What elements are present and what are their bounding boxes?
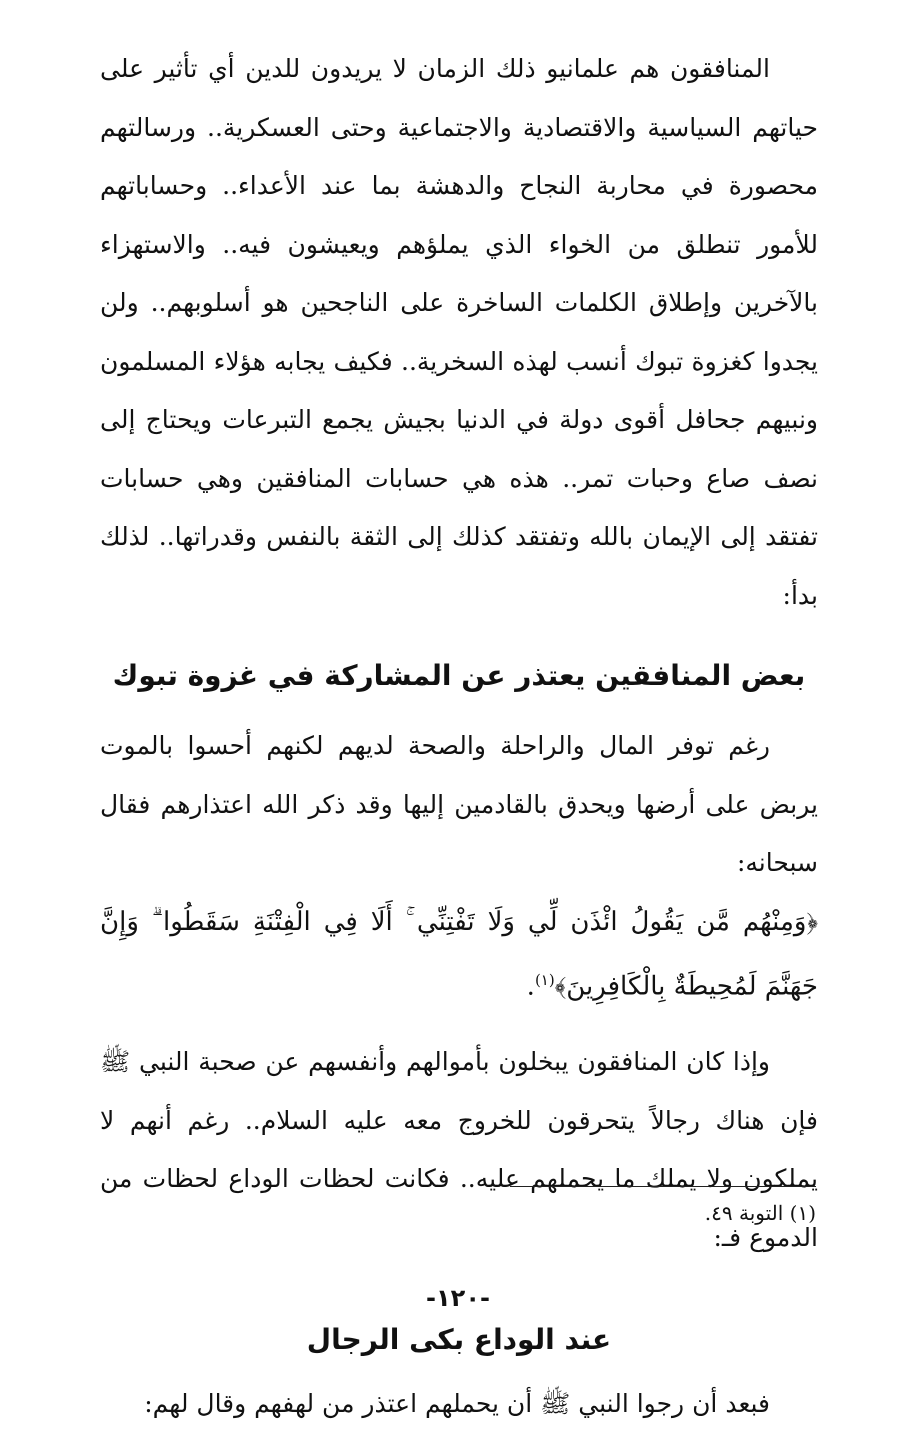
- quran-verse-text: ﴿وَمِنْهُم مَّن يَقُولُ ائْذَن لِّي وَلَا تَفْتِنِّي ۚ أَلَا فِي الْفِتْنَةِ سَقَطُوا ۗ وَإِنَّ جَهَنَّمَ لَمُحِيطَةٌ بِالْكَافِرِينَ﴾: [100, 906, 818, 1002]
- section1-paragraph-2: وإذا كان المنافقون يبخلون بأموالهم وأنفسهم عن صحبة النبي ﷺ فإن هناك رجالاً يتحرقون للخروج معه عليه السلام.. رغم أنهم لا يملكون ولا يملك ما يحملهم عليه.. فكانت لحظات الوداع لحظات من الدموع فـ:: [100, 1047, 818, 1252]
- intro-paragraph: المنافقون هم علمانيو ذلك الزمان لا يريدون للدين أي تأثير على حياتهم السياسية والاقتصادية والاجتماعية وحتى العسكرية.. ورسالتهم محصورة في محاربة النجاح والدهشة بما عند الأعداء.. وحساباتهم للأمور تنطلق من الخواء الذي يملؤهم ويعيشون فيه.. والاستهزاء بالآخرين وإطلاق الكلمات الساخرة على الناجحين هو أسلوبهم.. ولن يجدوا كغزوة تبوك أنسب لهذه السخرية.. فكيف يجابه هؤلاء المسلمون ونبيهم جحافل أقوى دولة في الدنيا بجيش يجمع التبرعات ويحتاج إلى نصف صاع وحبات تمر.. هذه هي حسابات المنافقين وهي حسابات تفتقد إلى الإيمان بالله وتفتقد كذلك إلى الثقة بالنفس وقدراتها.. لذلك بدأ:: [100, 54, 818, 610]
- footnote-marker: (١): [534, 970, 555, 989]
- section1-paragraph: رغم توفر المال والراحلة والصحة لديهم لكنهم أحسوا بالموت يربض على أرضها ويحدق بالقادمين إليها وقد ذكر الله اعتذارهم فقال سبحانه:: [100, 731, 818, 877]
- footnote-divider: [510, 1186, 816, 1187]
- section-heading-farewell: عند الوداع بكى الرجال: [306, 1323, 612, 1357]
- quran-verse-end: .: [526, 971, 535, 1002]
- quran-verse: [100, 893, 818, 1016]
- section2-paragraph: فبعد أن رجوا النبي ﷺ أن يحملهم اعتذر من لهفهم وقال لهم:: [144, 1389, 770, 1419]
- footnote: (١) التوبة ٤٩.: [704, 1201, 816, 1225]
- page-number: -١٢٠-: [426, 1284, 490, 1312]
- section-heading-tabuk: بعض المنافقين يعتذر عن المشاركة في غزوة تبوك: [112, 659, 806, 692]
